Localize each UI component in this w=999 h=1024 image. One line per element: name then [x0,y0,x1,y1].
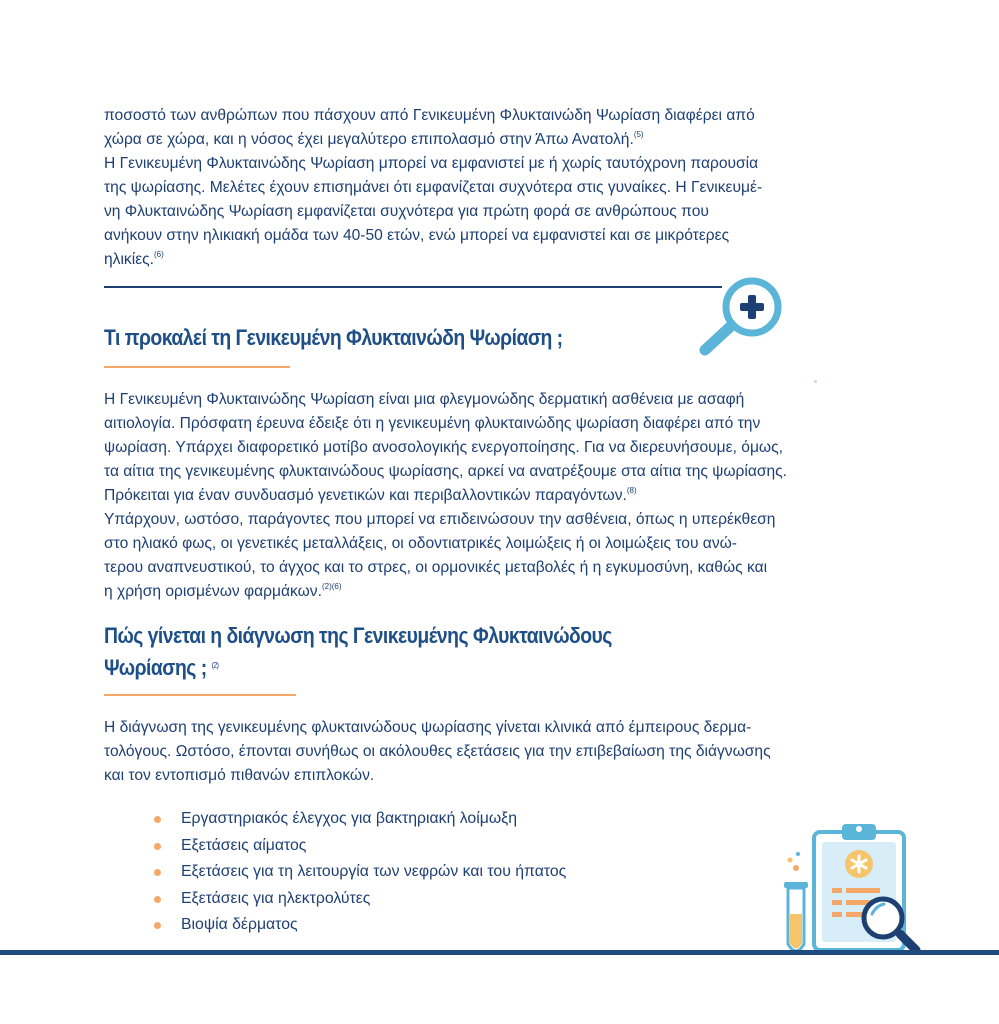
reference-mark: (6) [154,250,164,259]
causes-paragraph [104,388,884,604]
text-line: χώρα σε χώρα, και η νόσος έχει μεγαλύτερο επιπολασμό στην Άπω Ανατολή.$^{(5)}$ [104,130,644,148]
reference-mark: (5) [633,130,644,139]
section-heading-diagnosis [104,620,612,684]
text-line: ηλικίες.$^{(6)}$ [104,250,164,268]
text-line: τερου αναπνευστικού, το άγχος και το στρες, οι ορμονικές μεταβολές ή η εγκυμοσύνη, καθώς και [104,559,768,576]
text-line: και τον εντοπισμό πιθανών επιπλοκών. [104,767,375,784]
heading-line: Ψωρίασης ; $^{(2)}$ [104,655,219,680]
text-line: η χρήση ορισμένων φαρμάκων.$^{(2)(6)}$ [104,582,342,600]
text-line: της ψωρίασης. Μελέτες έχουν επισημάνει ότι εμφανίζεται συχνότερα στις γυναίκες. Η Γενικευμέ- [104,179,763,196]
text-line: τολόγους. Ωστόσο, έπονται συνήθως οι ακόλουθες εξετάσεις για την επιβεβαίωση της διάγνωσης [104,743,771,760]
intro-paragraph [104,104,884,272]
text-line: Πρόκειται για έναν συνδυασμό γενετικών και περιβαλλοντικών παραγόντων.$^{(8)}$ [104,486,637,504]
text-line: ποσοστό των ανθρώπων που πάσχουν από Γενικευμένη Φλυκταινώδη Ψωρίαση διαφέρει από [104,107,755,124]
text-line: τα αίτια της γενικευμένης φλυκταινώδους ψωρίασης, αρκεί να ανατρέξουμε στα αίτια της ψωρίασης. [104,463,788,480]
text-line: ανήκουν στην ηλικιακή ομάδα των 40-50 ετών, ενώ μπορεί να εμφανιστεί και σε μικρότερες [104,227,730,244]
list-item: Βιοψία δέρματος [150,912,566,939]
bullet-icon [154,843,161,850]
bullet-icon [154,869,161,876]
bullet-icon [154,922,161,929]
reference-mark: (8) [626,486,637,495]
reference-mark: (2) [211,661,219,670]
diagnosis-paragraph [104,716,884,788]
section-divider [104,286,722,288]
section-heading-causes: Τι προκαλεί τη Γενικευμένη Φλυκταινώδη Ψωρίαση ; [104,325,563,350]
text-line: ψωρίαση. Υπάρχει διαφορετικό μοτίβο ανοσολογικής ενεργοποίησης. Για να διερευνήσουμε, όμως, [104,439,783,456]
text-line: Η Γενικευμένη Φλυκταινώδης Ψωρίαση μπορεί να εμφανιστεί με ή χωρίς ταυτόχρονη παρουσία [104,155,759,172]
bullet-icon [154,896,161,903]
footer-bar [0,950,999,955]
text-line: Υπάρχουν, ωστόσο, παράγοντες που μπορεί να επιδεινώσουν την ασθένεια, όπως η υπερέκθεση [104,511,776,528]
decorative-dot [814,380,817,383]
text-line: αιτιολογία. Πρόσφατη έρευνα έδειξε ότι η γενικευμένη φλυκταινώδης ψωρίαση διαφέρει από την [104,415,761,432]
list-item: Εργαστηριακός έλεγχος για βακτηριακή λοίμωξη [150,806,566,833]
clipboard-test-tube-magnifier-icon [776,818,926,966]
list-item: Εξετάσεις αίματος [150,833,566,860]
heading-underline [104,694,296,696]
text-line: Η διάγνωση της γενικευμένης φλυκταινώδους ψωρίασης γίνεται κλινικά από έμπειρους δερμα- [104,719,752,736]
reference-mark: (2)(6) [321,582,342,591]
text-line: Η Γενικευμένη Φλυκταινώδης Ψωρίαση είναι μια φλεγμονώδης δερματική ασθένεια με ασαφή [104,391,745,408]
magnifier-plus-icon [693,270,788,360]
text-line: στο ηλιακό φως, οι γενετικές μεταλλάξεις, οι οδοντιατρικές λοιμώξεις ή οι λοιμώξεις του ανώ- [104,535,737,552]
bullet-icon [154,816,161,823]
heading-line: Πώς γίνεται η διάγνωση της Γενικευμένης Φλυκταινώδους [104,623,612,648]
diagnosis-test-list [150,806,566,939]
text-line: νη Φλυκταινώδης Ψωρίαση εμφανίζεται συχνότερα για πρώτη φορά σε ανθρώπους που [104,203,709,220]
heading-underline [104,366,290,368]
list-item: Εξετάσεις για ηλεκτρολύτες [150,886,566,913]
list-item: Εξετάσεις για τη λειτουργία των νεφρών και του ήπατος [150,859,566,886]
